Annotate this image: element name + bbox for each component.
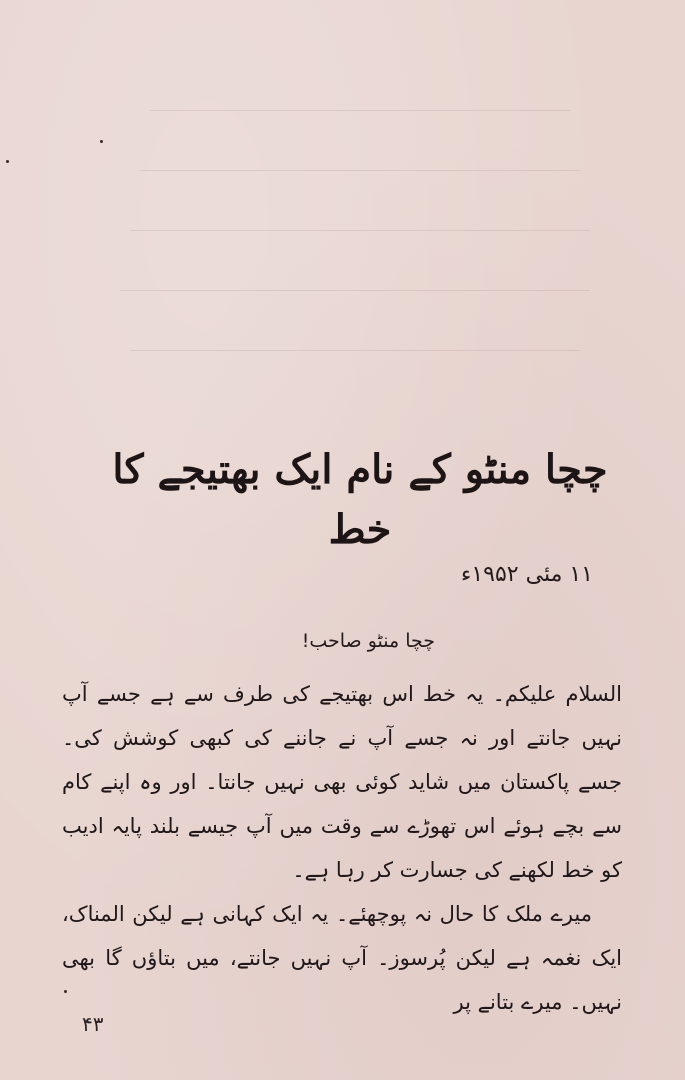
body-paragraph: میرے ملک کا حال نہ پوچھئے۔ یہ ایک کہانی ہے لیکن المناک، ایک نغمہ ہے لیکن پُرسوز۔ آپ نہیں جانتے، میں بتاؤں گا بھی نہیں۔ میرے بتانے پر: [62, 902, 622, 1014]
ink-speck: [100, 140, 103, 143]
letter-body: [62, 672, 622, 1024]
ink-speck: [6, 160, 9, 163]
bleed-through-line: [130, 230, 590, 231]
letter-salutation: چچا منٹو صاحب!: [301, 630, 435, 652]
bleed-through-line: [130, 350, 580, 351]
page-number: ۴۳: [82, 1012, 104, 1036]
bleed-through-line: [150, 110, 570, 111]
body-paragraph: السلام علیکم۔ یہ خط اس بھتیجے کی طرف سے ہے جسے آپ نہیں جانتے اور نہ جسے آپ نے جاننے کی کبھی کوشش کی۔ جسے پاکستان میں شاید کوئی بھی نہیں جانتا۔ اور وہ اپنے کام سے بچے ہوئے اس تھوڑے سے وقت میں آپ جیسے بلند پایہ ادیب کو خط لکھنے کی جسارت کر رہا ہے۔: [62, 682, 622, 882]
letter-date: ۱۱ مئی ۱۹۵۲ء: [460, 562, 593, 587]
letter-title: چچا منٹو کے نام ایک بھتیجے کا خط: [112, 446, 608, 553]
bleed-through-line: [140, 170, 580, 171]
bleed-through-line: [120, 290, 590, 291]
